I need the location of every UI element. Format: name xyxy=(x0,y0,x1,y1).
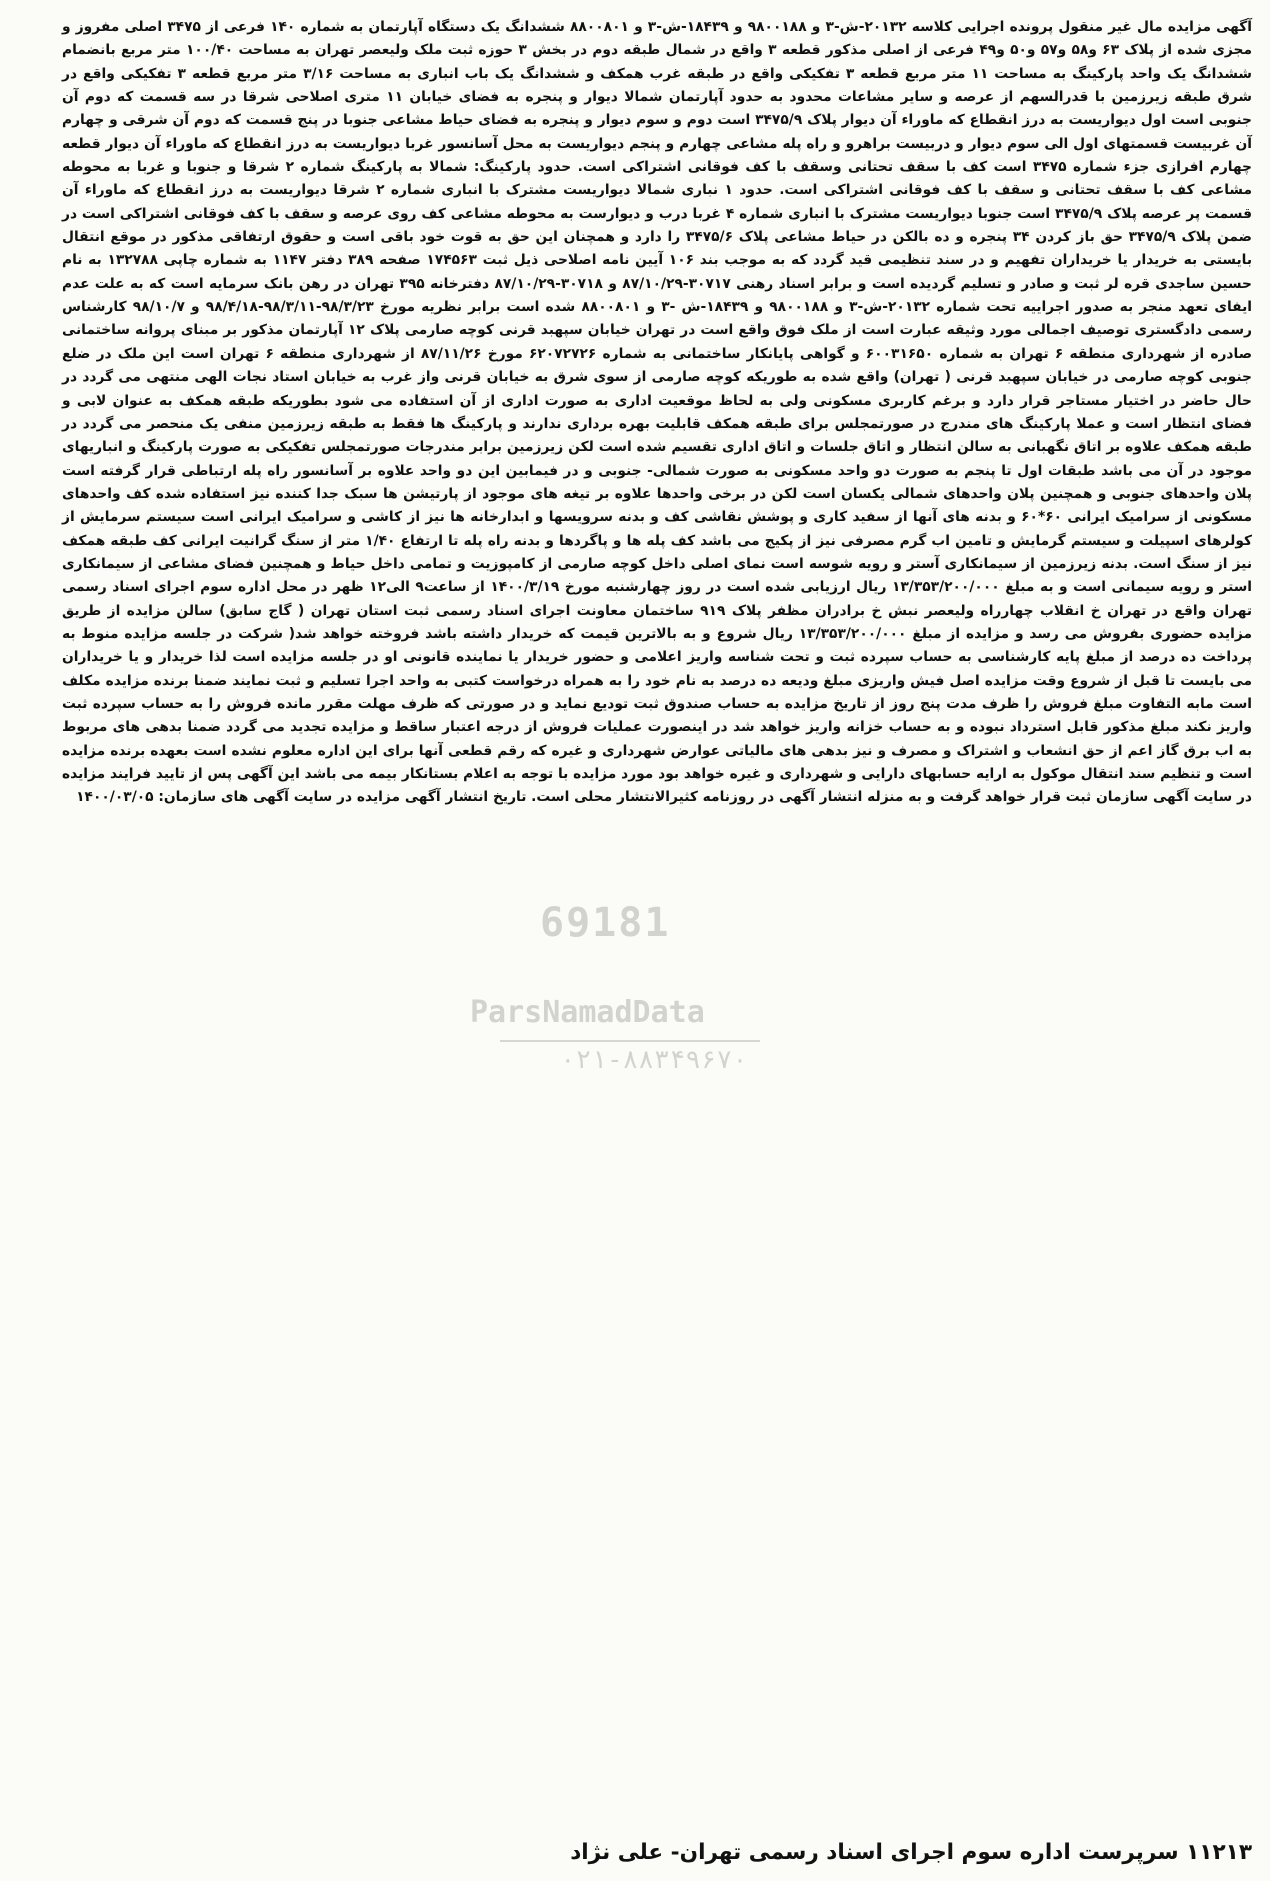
watermark-brand: ParsNamadData xyxy=(470,995,705,1030)
watermark-phone: ۰۲۱-۸۸۳۴۹۶۷۰ xyxy=(560,1045,748,1075)
auction-notice-text xyxy=(62,16,1252,1866)
watermark-number: 69181 xyxy=(540,900,671,946)
notice-signature: ۱۱۲۱۳ سرپرست اداره سوم اجرای اسناد رسمی تهران- علی نژاد xyxy=(570,1840,1252,1865)
notice-body: آگهی مزایده مال غیر منقول پرونده اجرایی کلاسه ۲۰۱۳۲-ش-۳ و ۹۸۰۰۱۸۸ و ۱۸۴۳۹-ش-۳ و ۸۸۰۰۸۰۱ ششدانگ یک دستگاه آپارتمان به شماره ۱۴۰ فرعی از ۳۴۷۵ اصلی مفروز و مجزی شده از پلاک ۶۳ و۵۸ و۵۷ و۵۰ و۴۹ فرعی از اصلی مذکور قطعه ۳ واقع در شمال طبقه دوم در بخش ۳ حوزه ثبت ملک ولیعصر تهران به مساحت ۱۰۰/۴۰ متر مربع بانضمام ششدانگ یک واحد پارکینگ به مساحت ۱۱ متر مربع قطعه ۳ تفکیکی واقع در طبقه غرب همکف و ششدانگ یک باب انباری به مساحت ۳/۱۶ متر مربع قطعه ۳ تفکیکی واقع در شرق طبقه زیرزمین با قدرالسهم از عرصه و سایر مشاعات محدود به حدود آپارتمان شمالا دیوار و پنجره به فضای خیابان ۱۱ متری اصلاحی شرقا در سه قسمت که دوم آن جنوبی است اول دیواریست به درز انقطاع که ماوراء آن دیوار پلاک ۳۴۷۵/۹ است دوم و سوم دیوار و پنجره به فضای حیاط مشاعی جنوبا در پنج قسمت که دوم آن شرقی و چهارم آن غربیست قسمتهای اول الی سوم دیوار و دربیست براهرو و راه پله مشاعی چهارم و پنجم دیواریست به محل آسانسور غربا دیواریست به درز انقطاع که ماوراء آن دیوار قطعه چهارم افرازی جزء شماره ۳۴۷۵ است کف با سقف تحتانی وسقف با کف فوقانی اشتراکی است. حدود پارکینگ: شمالا به پارکینگ شماره ۲ شرقا و جنوبا و غربا به محوطه مشاعی کف با سقف تحتانی و سقف با کف فوقانی اشتراکی است. حدود ۱ نباری شمالا دیواریست مشترک با انباری شماره ۲ شرقا دیواریست به درز انقطاع که ماوراء آن قسمت پر عرصه پلاک ۳۴۷۵/۹ است جنوبا دیواریست مشترک با انباری شماره ۴ غربا درب و دیوارست به محوطه مشاعی کف روی عرصه و سقف با کف فوقانی اشتراکی است در ضمن پلاک ۳۴۷۵/۹ حق باز کردن ۳۴ پنجره و ده بالکن در حیاط مشاعی پلاک ۳۴۷۵/۶ را دارد و همچنان این حق به قوت خود باقی است و حقوق ارتفاقی مذکور در موقع انتقال بایستی به خریدار یا خریداران تفهیم و در سند تنظیمی قید گردد که به موجب بند ۱۰۶ آیین نامه اصلاحی ذیل ثبت ۱۷۴۵۶۳ صفحه ۳۸۹ دفتر ۱۱۴۷ به شماره چاپی ۱۳۲۷۸۸ به نام حسین ساجدی قره لر ثبت و صادر و تسلیم گردیده است و برابر اسناد رهنی ۳۰۷۱۷-۸۷/۱۰/۲۹ و ۳۰۷۱۸-۸۷/۱۰/۲۹ دفترخانه ۳۹۵ تهران در رهن بانک سرمایه است که به علت عدم ایفای تعهد منجر به صدور اجراییه تحت شماره ۲۰۱۳۲-ش-۳ و ۹۸۰۰۱۸۸ و ۱۸۴۳۹-ش -۳ و ۸۸۰۰۸۰۱ شده است برابر نظریه مورخ ۹۸/۳/۲۳-۹۸/۳/۱۱-۹۸/۴/۱۸ و ۹۸/۱۰/۷ کارشناس رسمی دادگستری توصیف اجمالی مورد وثیقه عبارت است از ملک فوق واقع است در تهران خیابان سپهبد قرنی کوچه صارمی پلاک ۱۲ آپارتمان مذکور بر مبنای پروانه ساختمانی صادره از شهرداری منطقه ۶ تهران به شماره ۶۰۰۳۱۶۵۰ و گواهی پایانکار ساختمانی به شماره ۶۲۰۷۲۷۲۶ مورخ ۸۷/۱۱/۲۶ از شهرداری منطقه ۶ تهران است این ملک در ضلع جنوبی کوچه صارمی در خیابان سپهبد قرنی ( تهران) واقع شده به طوریکه کوچه صارمی از سوی شرق به خیابان قرنی واز غرب به خیابان استاد نجات الهی منتهی می گردد در حال حاضر در اختیار مستاجر قرار دارد و برغم کاربری مسکونی ولی به لحاظ موقعیت اداری به صورت اداری از آن استفاده می شود بطوریکه طبقه همکف به عنوان لابی و فضای انتظار است و عملا پارکینگ های مندرج در صورتمجلس برای طبقه همکف قابلیت بهره برداری ندارند و پارکینگ ها فقط به طبقه زیرزمین منفی یک منحصر می گردد در طبقه همکف علاوه بر اتاق نگهبانی به سالن انتظار و اتاق جلسات و اتاق اداری تقسیم شده است لکن زیرزمین برابر مندرجات صورتمجلس تفکیکی به صورت پارکینگ و انباریهای موجود در آن می باشد طبقات اول تا پنجم به صورت دو واحد مسکونی به صورت شمالی- جنوبی و در فیمابین این دو واحد علاوه بر آسانسور راه پله ارتباطی قرار گرفته است پلان واحدهای جنوبی و همچنین پلان واحدهای شمالی یکسان است لکن در برخی واحدها علاوه بر تیغه های موجود از پارتیشن ها سبک جدا کننده نیز استفاده شده کف واحدهای مسکونی از سرامیک ایرانی ۶۰*۶۰ و بدنه های آنها از سفید کاری و پوشش نقاشی کف و بدنه سرویسها و ابدارخانه ها نیز از کاشی و سرامیک ایرانی است سیستم سرمایش از کولرهای اسپیلت و سیستم گرمایش و تامین اب گرم مصرفی نیز از پکیج می باشد کف پله ها و پاگردها و بدنه راه پله تا ارتفاع ۱/۴۰ متر از سنگ گرانیت ایرانی کف طبقه همکف نیز از سنگ است. بدنه زیرزمین از سیمانکاری آستر و رویه شوسه است نمای اصلی داخل کوچه صارمی از کامپوزیت و تمامی داخل حیاط و همچنین فضای مشاعی از سیمانکاری استر و رویه سیمانی است و به مبلغ ۱۳/۳۵۳/۲۰۰/۰۰۰ ریال ارزیابی شده است در روز چهارشنبه مورخ ۱۴۰۰/۳/۱۹ از ساعت۹ الی۱۲ ظهر در محل اداره سوم اجرای اسناد رسمی تهران واقع در تهران خ انقلاب چهارراه ولیعصر نبش خ برادران مظفر پلاک ۹۱۹ ساختمان معاونت اجرای اسناد رسمی ثبت استان تهران ( گاج سابق) سالن مزایده از طریق مزایده حضوری بفروش می رسد و مزایده از مبلغ ۱۳/۳۵۳/۲۰۰/۰۰۰ ریال شروع و به بالاترین قیمت که خریدار داشته باشد فروخته خواهد شد( شرکت در جلسه مزایده منوط به پرداخت ده درصد از مبلغ پایه کارشناسی به حساب سپرده ثبت و تحت شناسه واریز اعلامی و حضور خریدار یا نماینده قانونی او در جلسه مزایده است لذا خریدار و یا خریداران می بایست تا قبل از شروع وقت مزایده اصل فیش واریزی مبلغ ودیعه ده درصد به نام خود را به همراه درخواست کتبی به واحد اجرا تسلیم و ثبت نمایند ضمنا برنده مزایده مکلف است مابه التفاوت مبلغ فروش را ظرف مدت پنج روز از تاریخ مزایده به حساب صندوق ثبت تودیع نماید و در صورتی که ظرف مهلت مقرر مانده فروش را به حساب سپرده ثبت واریز نکند مبلغ مذکور قابل استرداد نبوده و به حساب خزانه واریز خواهد شد در اینصورت عملیات فروش از درجه اعتبار ساقط و مزایده تجدید می گردد ضمنا بدهی های مربوط به اب برق گاز اعم از حق انشعاب و اشتراک و مصرف و نیز بدهی های مالیاتی عوارض شهرداری و غیره که رقم قطعی آنها برای این اداره معلوم نشده است بعهده برنده مزایده است و تنظیم سند انتقال موکول به ارایه حسابهای دارایی و شهرداری و غیره خواهد بود مورد مزایده با توجه به اعلام بستانکار بیمه می باشد این آگهی پس از تایید فرایند مزایده در سایت آگهی سازمان ثبت قرار خواهد گرفت و به منزله انتشار آگهی در روزنامه کثیرالانتشار محلی است. تاریخ انتشار آگهی مزایده در سایت آگهی های سازمان: ۱۴۰۰/۰۳/۰۵ xyxy=(62,19,1253,806)
